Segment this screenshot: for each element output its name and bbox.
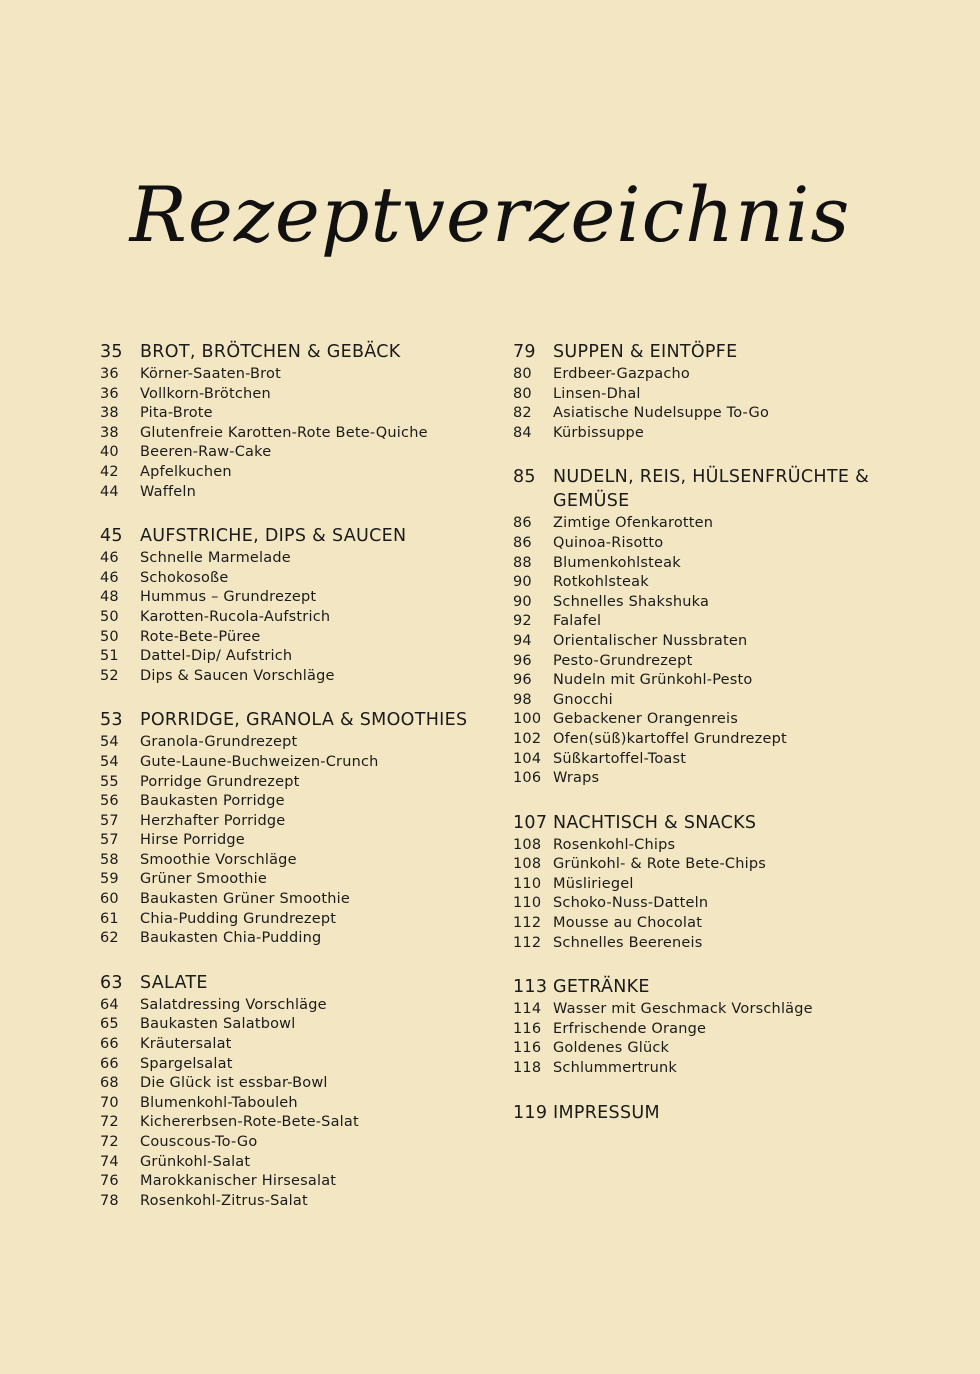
recipe-page-number: 94	[513, 632, 532, 649]
recipe-entry[interactable]	[513, 424, 873, 444]
toc-section-porridge-granola-smoothies	[100, 708, 480, 949]
recipe-entry[interactable]	[100, 792, 480, 812]
recipe-entry[interactable]	[100, 647, 480, 667]
recipe-entry[interactable]	[513, 914, 873, 934]
recipe-entry[interactable]	[100, 608, 480, 628]
recipe-name: Linsen-Dhal	[553, 385, 641, 402]
recipe-page-number: 92	[513, 613, 532, 630]
section-page-number: 79	[513, 342, 536, 362]
recipe-page-number: 50	[100, 608, 119, 625]
section-heading[interactable]	[100, 708, 480, 732]
recipe-name: Chia-Pudding Grundrezept	[140, 910, 337, 927]
recipe-page-number: 38	[100, 424, 119, 441]
recipe-name: Hummus – Grundrezept	[140, 589, 317, 606]
recipe-page-number: 66	[100, 1036, 119, 1053]
recipe-name: Blumenkohl-Tabouleh	[140, 1094, 298, 1111]
recipe-entry[interactable]	[100, 424, 480, 444]
recipe-page-number: 72	[100, 1114, 119, 1131]
recipe-name: Karotten-Rucola-Aufstrich	[140, 608, 331, 625]
section-heading[interactable]	[100, 340, 480, 364]
recipe-page-number: 59	[100, 871, 119, 888]
recipe-entry[interactable]	[513, 1039, 873, 1059]
recipe-page-number: 36	[100, 366, 119, 382]
section-title: NACHTISCH & SNACKS	[553, 812, 757, 833]
recipe-entry[interactable]	[100, 870, 480, 890]
recipe-name: Blumenkohlsteak	[553, 554, 681, 571]
recipe-entry[interactable]	[513, 671, 873, 691]
section-heading[interactable]	[100, 524, 480, 548]
recipe-page-number: 98	[513, 691, 532, 708]
recipe-page-number: 90	[513, 574, 532, 591]
section-heading[interactable]	[100, 971, 480, 995]
recipe-name: Asiatische Nudelsuppe To-Go	[553, 405, 770, 422]
recipe-page-number: 116	[513, 1040, 542, 1057]
section-heading[interactable]	[513, 465, 873, 513]
recipe-name: Apfelkuchen	[140, 463, 232, 480]
recipe-entry[interactable]	[100, 1133, 480, 1153]
recipe-name: Dattel-Dip/ Aufstrich	[140, 648, 293, 665]
recipe-page-number: 72	[100, 1134, 119, 1150]
section-title: IMPRESSUM	[553, 1102, 660, 1123]
section-title: AUFSTRICHE, DIPS & SAUCEN	[140, 526, 407, 547]
recipe-name: Kräutersalat	[140, 1036, 232, 1053]
recipe-name: Nudeln mit Grünkohl-Pesto	[553, 672, 753, 689]
recipe-entry[interactable]	[513, 554, 873, 574]
recipe-entry[interactable]	[513, 875, 873, 895]
recipe-page-number: 118	[513, 1060, 542, 1077]
recipe-entry[interactable]	[100, 996, 480, 1016]
recipe-name: Erdbeer-Gazpacho	[553, 366, 690, 382]
recipe-entry[interactable]	[513, 534, 873, 554]
recipe-page-number: 57	[100, 812, 119, 829]
recipe-entry[interactable]	[100, 1035, 480, 1055]
recipe-entry[interactable]	[100, 404, 480, 424]
recipe-name: Schokosoße	[140, 569, 229, 586]
recipe-entry[interactable]	[100, 1172, 480, 1192]
recipe-entry[interactable]	[100, 1113, 480, 1133]
toc-section-impressum	[513, 1101, 873, 1125]
recipe-name: Grüner Smoothie	[140, 871, 267, 888]
toc-section-brot-brötchen-gebäck	[100, 340, 480, 502]
recipe-entry[interactable]	[513, 730, 873, 750]
recipe-name: Rosenkohl-Chips	[553, 836, 676, 853]
recipe-page-number: 96	[513, 672, 532, 689]
recipe-entry[interactable]	[100, 569, 480, 589]
section-page-number: 107	[513, 812, 548, 833]
recipe-entry[interactable]	[100, 812, 480, 832]
recipe-page-number: 74	[100, 1153, 119, 1170]
recipe-entry[interactable]	[513, 1000, 873, 1020]
recipe-page-number: 57	[100, 832, 119, 849]
section-title: SALATE	[140, 972, 208, 993]
recipe-page-number: 88	[513, 554, 532, 571]
recipe-page-number: 62	[100, 930, 119, 947]
recipe-page-number: 114	[513, 1001, 542, 1018]
recipe-page-number: 52	[100, 667, 119, 684]
recipe-name: Glutenfreie Karotten-Rote Bete-Quiche	[140, 424, 428, 441]
recipe-name: Schoko-Nuss-Datteln	[553, 895, 709, 912]
section-page-number: 35	[100, 342, 123, 362]
section-heading[interactable]	[513, 1101, 873, 1125]
recipe-entry[interactable]	[100, 910, 480, 930]
recipe-page-number: 40	[100, 444, 119, 461]
recipe-page-number: 80	[513, 385, 532, 402]
recipe-page-number: 86	[513, 515, 532, 532]
recipe-entry[interactable]	[513, 894, 873, 914]
recipe-name: Körner-Saaten-Brot	[140, 366, 281, 382]
recipe-entry[interactable]	[513, 1059, 873, 1079]
recipe-entry[interactable]	[100, 773, 480, 793]
recipe-page-number: 60	[100, 891, 119, 908]
recipe-entry[interactable]	[100, 443, 480, 463]
recipe-page-number: 110	[513, 875, 542, 892]
recipe-page-number: 112	[513, 915, 542, 932]
recipe-name: Orientalischer Nussbraten	[553, 632, 748, 649]
section-title: PORRIDGE, GRANOLA & SMOOTHIES	[140, 710, 468, 731]
recipe-entry[interactable]	[100, 1153, 480, 1173]
recipe-page-number: 36	[100, 385, 119, 402]
recipe-entry[interactable]	[100, 1015, 480, 1035]
recipe-name: Wraps	[553, 770, 600, 787]
toc-right-column	[513, 340, 873, 1147]
recipe-page-number: 54	[100, 753, 119, 770]
recipe-name: Mousse au Chocolat	[553, 915, 703, 932]
recipe-page-number: 42	[100, 463, 119, 480]
recipe-page-number: 104	[513, 750, 542, 767]
recipe-name: Granola-Grundrezept	[140, 734, 298, 751]
recipe-name: Die Glück ist essbar-Bowl	[140, 1075, 328, 1092]
recipe-name: Kichererbsen-Rote-Bete-Salat	[140, 1114, 359, 1131]
recipe-name: Ofen(süß)kartoffel Grundrezept	[553, 730, 787, 747]
recipe-name: Rote-Bete-Püree	[140, 628, 261, 645]
recipe-entry[interactable]	[513, 652, 873, 672]
recipe-entry[interactable]	[513, 385, 873, 405]
recipe-name: Gnocchi	[553, 691, 613, 708]
recipe-entry[interactable]	[513, 404, 873, 424]
recipe-name: Baukasten Salatbowl	[140, 1016, 296, 1033]
recipe-name: Rosenkohl-Zitrus-Salat	[140, 1192, 308, 1209]
section-page-number: 113	[513, 977, 548, 998]
recipe-name: Porridge Grundrezept	[140, 773, 300, 790]
recipe-name: Schlummertrunk	[553, 1060, 677, 1077]
recipe-page-number: 51	[100, 648, 119, 665]
section-title: NUDELN, REIS, HÜLSENFRÜCHTE & GEMÜSE	[553, 467, 870, 512]
recipe-name: Goldenes Glück	[553, 1040, 670, 1057]
recipe-page-number: 58	[100, 851, 119, 868]
recipe-page-number: 106	[513, 770, 542, 787]
recipe-entry[interactable]	[513, 1020, 873, 1040]
recipe-page-number: 108	[513, 836, 542, 853]
recipe-page-number: 76	[100, 1173, 119, 1190]
recipe-entry[interactable]	[100, 667, 480, 687]
section-title: BROT, BRÖTCHEN & GEBÄCK	[140, 342, 401, 362]
section-title: SUPPEN & EINTÖPFE	[553, 342, 738, 362]
recipe-name: Schnelles Beereneis	[553, 934, 703, 951]
toc-section-nudeln-reis-hülsenfrüchte-gemüse	[513, 465, 873, 788]
recipe-page-number: 90	[513, 593, 532, 610]
recipe-entry[interactable]	[100, 385, 480, 405]
recipe-entry[interactable]	[100, 1094, 480, 1114]
recipe-entry[interactable]	[100, 1192, 480, 1212]
section-page-number: 63	[100, 972, 123, 993]
recipe-name: Hirse Porridge	[140, 832, 245, 849]
recipe-name: Dips & Saucen Vorschläge	[140, 667, 335, 684]
recipe-entry[interactable]	[100, 890, 480, 910]
recipe-entry[interactable]	[100, 628, 480, 648]
section-page-number: 45	[100, 526, 123, 547]
recipe-name: Couscous-To-Go	[140, 1134, 258, 1150]
recipe-page-number: 61	[100, 910, 119, 927]
recipe-name: Falafel	[553, 613, 602, 630]
toc-left-column	[100, 340, 480, 1233]
section-heading[interactable]	[513, 811, 873, 835]
recipe-page-number: 46	[100, 550, 119, 567]
recipe-name: Pesto-Grundrezept	[553, 652, 693, 669]
recipe-page-number: 82	[513, 405, 532, 422]
recipe-name: Beeren-Raw-Cake	[140, 444, 272, 461]
toc-section-nachtisch-snacks	[513, 811, 873, 954]
recipe-name: Baukasten Porridge	[140, 793, 285, 810]
recipe-entry[interactable]	[513, 573, 873, 593]
recipe-entry[interactable]	[100, 753, 480, 773]
recipe-page-number: 68	[100, 1075, 119, 1092]
recipe-name: Schnelles Shakshuka	[553, 593, 710, 610]
recipe-entry[interactable]	[513, 769, 873, 789]
recipe-entry[interactable]	[100, 1055, 480, 1075]
recipe-page-number: 70	[100, 1094, 119, 1111]
recipe-page-number: 50	[100, 628, 119, 645]
recipe-name: Waffeln	[140, 483, 197, 500]
recipe-name: Erfrischende Orange	[553, 1020, 707, 1037]
recipe-name: Müsliriegel	[553, 875, 634, 892]
recipe-page-number: 86	[513, 534, 532, 551]
recipe-entry[interactable]	[513, 750, 873, 770]
recipe-page-number: 102	[513, 730, 542, 747]
recipe-name: Kürbissuppe	[553, 424, 644, 441]
recipe-entry[interactable]	[513, 593, 873, 613]
recipe-page-number: 84	[513, 424, 532, 441]
recipe-name: Herzhafter Porridge	[140, 812, 286, 829]
recipe-entry[interactable]	[513, 632, 873, 652]
recipe-entry[interactable]	[513, 710, 873, 730]
recipe-entry[interactable]	[100, 1074, 480, 1094]
recipe-entry[interactable]	[513, 934, 873, 954]
toc-section-aufstriche-dips-saucen	[100, 524, 480, 686]
recipe-entry[interactable]	[100, 463, 480, 483]
toc-section-suppen-eintöpfe	[513, 340, 873, 443]
recipe-name: Spargelsalat	[140, 1055, 233, 1072]
recipe-name: Smoothie Vorschläge	[140, 851, 297, 868]
recipe-entry[interactable]	[100, 929, 480, 949]
section-page-number: 85	[513, 467, 536, 488]
toc-section-salate	[100, 971, 480, 1212]
recipe-name: Süßkartoffel-Toast	[553, 750, 687, 767]
recipe-page-number: 78	[100, 1192, 119, 1209]
recipe-page-number: 54	[100, 734, 119, 751]
recipe-page-number: 65	[100, 1016, 119, 1033]
recipe-name: Gute-Laune-Buchweizen-Crunch	[140, 753, 379, 770]
recipe-name: Schnelle Marmelade	[140, 550, 291, 567]
recipe-name: Pita-Brote	[140, 405, 213, 422]
recipe-name: Grünkohl-Salat	[140, 1153, 251, 1170]
recipe-page-number: 64	[100, 996, 119, 1013]
recipe-entry[interactable]	[100, 588, 480, 608]
recipe-page-number: 55	[100, 773, 119, 790]
recipe-page-number: 46	[100, 569, 119, 586]
recipe-entry[interactable]	[100, 851, 480, 871]
recipe-name: Grünkohl- & Rote Bete-Chips	[553, 856, 767, 873]
recipe-page-number: 38	[100, 405, 119, 422]
recipe-name: Baukasten Chia-Pudding	[140, 930, 322, 947]
recipe-page-number: 108	[513, 856, 542, 873]
section-heading[interactable]	[513, 340, 873, 364]
recipe-entry[interactable]	[100, 831, 480, 851]
recipe-page-number: 96	[513, 652, 532, 669]
section-page-number: 53	[100, 710, 123, 731]
page-title: Rezeptverzeichnis	[129, 170, 851, 259]
recipe-entry[interactable]	[513, 855, 873, 875]
recipe-name: Wasser mit Geschmack Vorschläge	[553, 1001, 813, 1018]
recipe-page-number: 48	[100, 589, 119, 606]
recipe-page-number: 44	[100, 483, 119, 500]
recipe-entry[interactable]	[100, 733, 480, 753]
recipe-page-number: 116	[513, 1020, 542, 1037]
recipe-page-number: 100	[513, 711, 542, 728]
recipe-entry[interactable]	[100, 549, 480, 569]
recipe-page-number: 80	[513, 366, 532, 382]
recipe-name: Quinoa-Risotto	[553, 534, 664, 551]
recipe-entry[interactable]	[513, 612, 873, 632]
toc-section-getränke	[513, 975, 873, 1078]
recipe-entry[interactable]	[513, 514, 873, 534]
recipe-entry[interactable]	[513, 836, 873, 856]
recipe-entry[interactable]	[100, 483, 480, 503]
recipe-entry[interactable]	[100, 365, 480, 385]
recipe-page-number: 112	[513, 934, 542, 951]
recipe-name: Vollkorn-Brötchen	[140, 385, 271, 402]
recipe-name: Gebackener Orangenreis	[553, 711, 739, 728]
section-heading[interactable]	[513, 975, 873, 999]
recipe-name: Salatdressing Vorschläge	[140, 996, 327, 1013]
recipe-name: Marokkanischer Hirsesalat	[140, 1173, 337, 1190]
recipe-page-number: 56	[100, 793, 119, 810]
recipe-name: Zimtige Ofenkarotten	[553, 515, 714, 532]
recipe-entry[interactable]	[513, 691, 873, 711]
recipe-name: Rotkohlsteak	[553, 574, 649, 591]
recipe-name: Baukasten Grüner Smoothie	[140, 891, 350, 908]
section-page-number: 119	[513, 1102, 548, 1123]
recipe-page-number: 66	[100, 1055, 119, 1072]
recipe-page-number: 110	[513, 895, 542, 912]
recipe-entry[interactable]	[513, 365, 873, 385]
section-title: GETRÄNKE	[553, 977, 650, 998]
